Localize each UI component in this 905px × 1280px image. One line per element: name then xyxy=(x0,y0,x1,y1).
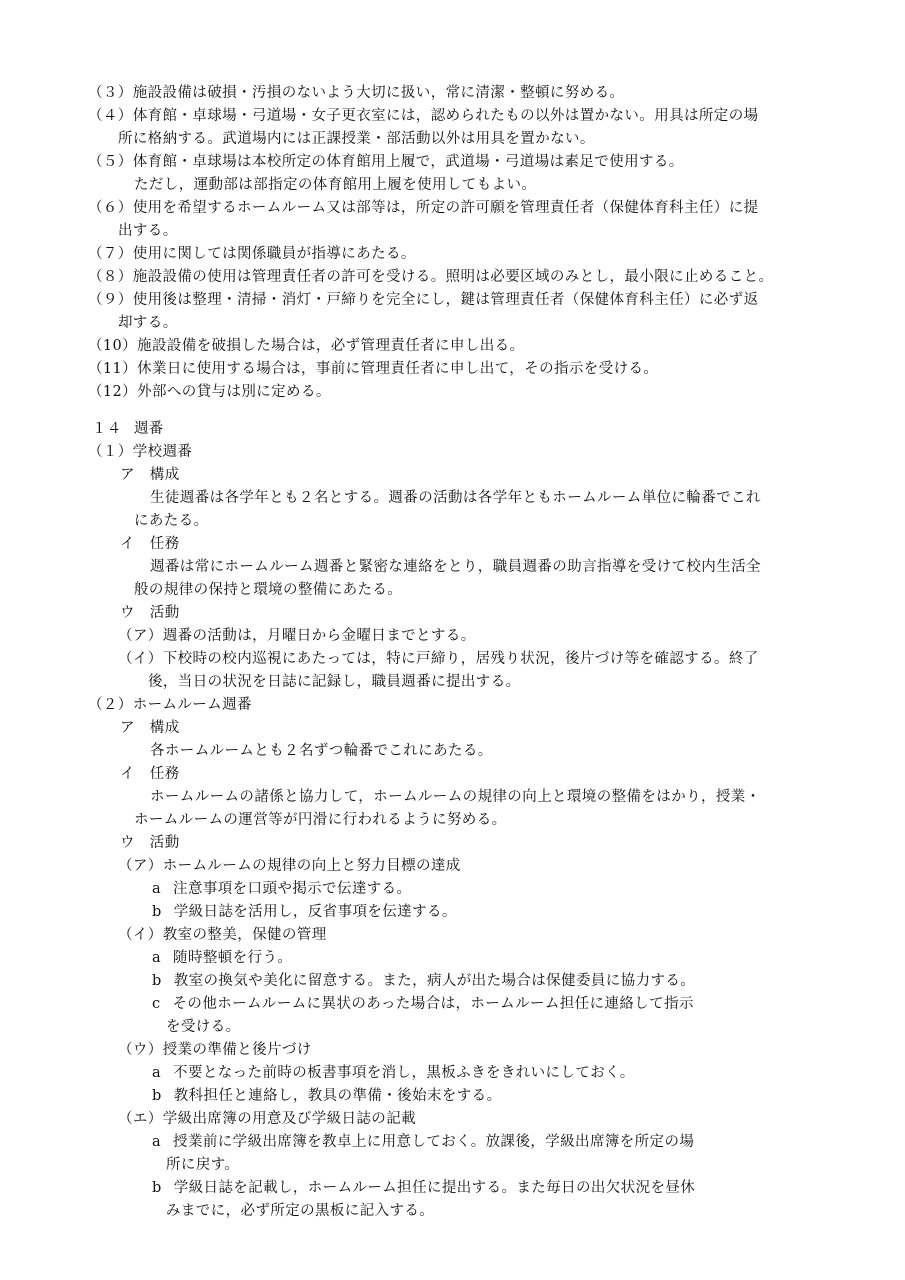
rule-9 xyxy=(88,289,759,311)
hr-duty-task-label: イ 任務 xyxy=(120,766,180,782)
hr-duty-task-text: ホームルームの諸係と協力して，ホームルームの規律の向上と環境の整備をはかり，授業・ xyxy=(150,789,761,805)
item-mark: b xyxy=(152,973,162,989)
item-text: 学級日誌を活用し，反省事項を伝達する。 xyxy=(173,904,457,920)
item-mark: a xyxy=(152,881,162,897)
rule-8 xyxy=(88,266,773,288)
list-item xyxy=(152,1085,502,1107)
rule-text: 使用を希望するホームルーム又は部等は，所定の許可願を管理責任者（保健体育科主任）に提 xyxy=(132,200,759,216)
rule-number: （８） xyxy=(88,269,133,285)
item-mark: b xyxy=(152,1180,162,1196)
item-text: 注意事項を口頭や掲示で伝達する。 xyxy=(173,881,412,897)
item-text: 授業前に学級出席簿を教卓上に用意しておく。放課後，学級出席簿を所定の場 xyxy=(173,1134,695,1150)
item-text: 随時整頓を行う。 xyxy=(173,950,293,966)
section-number: １４ xyxy=(92,421,122,437)
item-text: その他ホームルームに異状のあった場合は，ホームルーム担任に連絡して指示 xyxy=(172,996,694,1012)
item-text: 教室の換気や美化に留意する。また，病人が出た場合は保健委員に協力する。 xyxy=(173,973,696,989)
item-mark: a xyxy=(152,950,162,966)
rule-4-continuation: 所に格納する。武道場内には正課授業・部活動以外は用具を置かない。 xyxy=(118,131,595,147)
rule-text: 施設設備の使用は管理責任者の許可を受ける。照明は必要区域のみとし，最小限に止めること。 xyxy=(132,269,774,285)
rule-text: 施設設備を破損した場合は，必ず管理責任者に申し出る。 xyxy=(137,338,525,354)
item-mark: a xyxy=(152,1134,162,1150)
rule-11 xyxy=(88,358,658,380)
hr-duty-task-text-cont: ホームルームの運営等が円滑に行われるように努める。 xyxy=(134,812,507,828)
rule-number: （12） xyxy=(88,384,138,400)
rule-text: 施設設備は破損・汚損のないよう大切に扱い，常に清潔・整頓に努める。 xyxy=(132,85,625,101)
school-duty-task-text: 週番は常にホームルーム週番と緊密な連絡をとり，職員週番の助言指導を受けて校内生活全 xyxy=(150,559,761,575)
list-item xyxy=(152,901,457,923)
hr-duty-activity-label: ウ 活動 xyxy=(120,835,180,851)
school-duty-activity-label: ウ 活動 xyxy=(120,605,180,621)
item-mark: a xyxy=(152,1065,162,1081)
hr-duty-composition-label: ア 構成 xyxy=(120,720,180,736)
list-item xyxy=(152,1131,694,1153)
list-item xyxy=(152,970,695,992)
rule-text: 体育館・卓球場・弓道場・女子更衣室には，認められたもの以外は置かない。用具は所定の場 xyxy=(132,108,759,124)
rule-number: （10） xyxy=(88,338,138,354)
section-heading xyxy=(92,418,164,440)
hr-activity-b-title: （イ）教室の整美，保健の管理 xyxy=(118,927,327,943)
hr-activity-c-title: （ウ）授業の準備と後片づけ xyxy=(118,1042,312,1058)
hr-duty-heading: （２）ホームルーム週番 xyxy=(88,697,252,713)
rule-text: 使用後は整理・清掃・消灯・戸締りを完全にし，鍵は管理責任者（保健体育科主任）に必ず返 xyxy=(132,292,759,308)
school-duty-task-label: イ 任務 xyxy=(120,536,180,552)
hr-activity-d-title: （エ）学級出席簿の用意及び学級日誌の記載 xyxy=(118,1111,416,1127)
rule-number: （11） xyxy=(88,361,138,377)
list-item xyxy=(152,993,694,1015)
rule-7 xyxy=(88,243,416,265)
rule-number: （７） xyxy=(88,246,133,262)
rule-6 xyxy=(88,197,759,219)
rule-4 xyxy=(88,105,759,127)
item-text: 不要となった前時の板書事項を消し，黒板ふきをきれいにしておく。 xyxy=(173,1065,635,1081)
school-duty-composition-text-cont: にあたる。 xyxy=(134,513,209,529)
rule-text: 休業日に使用する場合は，事前に管理責任者に申し出て，その指示を受ける。 xyxy=(137,361,659,377)
school-duty-heading: （１）学校週番 xyxy=(88,444,193,460)
rule-number: （３） xyxy=(88,85,133,101)
school-duty-activity-a: （ア）週番の活動は，月曜日から金曜日までとする。 xyxy=(118,628,476,644)
school-duty-task-text-cont: 般の規律の保持と環境の整備にあたる。 xyxy=(134,582,403,598)
item-mark: b xyxy=(152,904,162,920)
rule-text: 外部への貸与は別に定める。 xyxy=(137,384,331,400)
item-mark: c xyxy=(152,996,161,1012)
rule-5 xyxy=(88,151,684,173)
rule-number: （５） xyxy=(88,154,133,170)
item-text: 教科担任と連絡し，教具の準備・後始末をする。 xyxy=(173,1088,502,1104)
list-item xyxy=(152,1177,695,1199)
rule-3 xyxy=(88,82,624,104)
rule-text: 体育館・卓球場は本校所定の体育館用上履で，武道場・弓道場は素足で使用する。 xyxy=(132,154,684,170)
rule-number: （９） xyxy=(88,292,133,308)
item-text: 学級日誌を記載し，ホームルーム担任に提出する。また毎日の出欠状況を昼休 xyxy=(173,1180,696,1196)
list-item-continuation: を受ける。 xyxy=(166,1019,241,1035)
rule-12 xyxy=(88,381,331,403)
list-item-continuation: 所に戻す。 xyxy=(166,1157,240,1173)
rule-5-continuation: ただし，運動部は部指定の体育館用上履を使用してもよい。 xyxy=(134,177,537,193)
hr-duty-composition-text: 各ホームルームとも２名ずつ輪番でこれにあたる。 xyxy=(150,743,493,759)
rule-10 xyxy=(88,335,524,357)
rule-text: 使用に関しては関係職員が指導にあたる。 xyxy=(132,246,416,262)
rule-number: （６） xyxy=(88,200,133,216)
rule-number: （４） xyxy=(88,108,133,124)
item-mark: b xyxy=(152,1088,162,1104)
rule-9-continuation: 却する。 xyxy=(118,315,178,331)
list-item xyxy=(152,947,292,969)
hr-activity-a-title: （ア）ホームルームの規律の向上と努力目標の達成 xyxy=(118,858,461,874)
list-item-continuation: みまでに，必ず所定の黒板に記入する。 xyxy=(166,1203,435,1219)
school-duty-activity-b: （イ）下校時の校内巡視にあたっては，特に戸締り，居残り状況，後片づけ等を確認する。終了 xyxy=(118,651,759,667)
rule-6-continuation: 出する。 xyxy=(118,223,178,239)
list-item xyxy=(152,878,411,900)
list-item xyxy=(152,1062,635,1084)
school-duty-composition-label: ア 構成 xyxy=(120,467,180,483)
school-duty-composition-text: 生徒週番は各学年とも２名とする。週番の活動は各学年ともホームルーム単位に輪番でこれ xyxy=(150,490,761,506)
section-title: 週番 xyxy=(133,421,164,437)
school-duty-activity-b-cont: 後，当日の状況を日誌に記録し，職員週番に提出する。 xyxy=(148,674,521,690)
